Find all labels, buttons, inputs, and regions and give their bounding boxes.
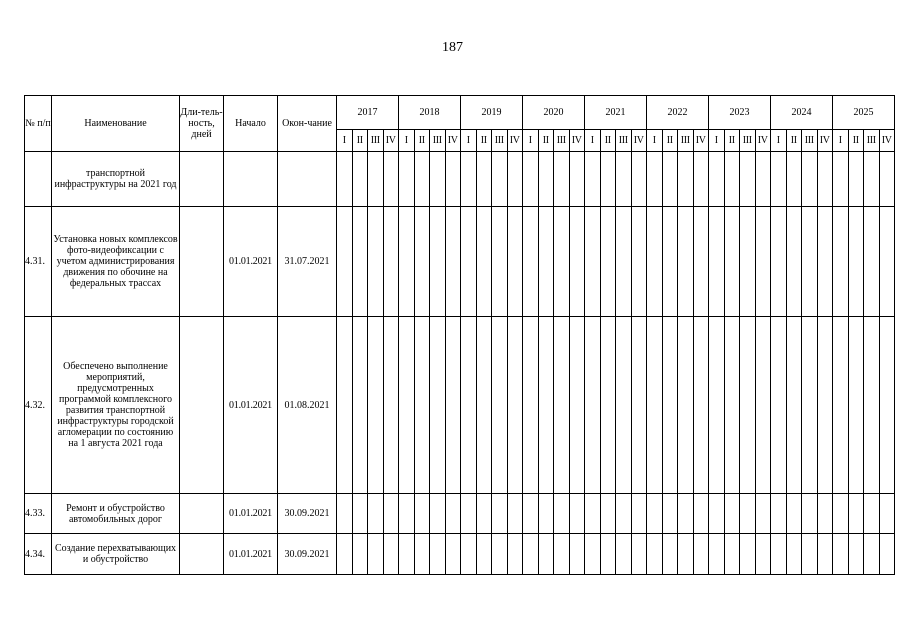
gantt-cell xyxy=(879,317,895,494)
gantt-cell xyxy=(864,317,880,494)
gantt-cell xyxy=(740,207,756,317)
quarter-header: IV xyxy=(569,130,585,152)
gantt-cell xyxy=(786,317,802,494)
gantt-cell xyxy=(879,207,895,317)
gantt-cell xyxy=(399,534,415,575)
gantt-cell xyxy=(786,534,802,575)
gantt-cell xyxy=(492,152,508,207)
quarter-header: III xyxy=(430,130,446,152)
gantt-cell xyxy=(600,494,616,534)
gantt-cell xyxy=(724,317,740,494)
quarter-header: IV xyxy=(693,130,709,152)
header-duration: Дли-тель-ность, дней xyxy=(180,96,224,152)
gantt-cell xyxy=(755,152,771,207)
row-end xyxy=(278,152,337,207)
quarter-header: II xyxy=(848,130,864,152)
gantt-cell xyxy=(755,317,771,494)
quarter-header: II xyxy=(786,130,802,152)
gantt-cell xyxy=(724,207,740,317)
gantt-cell xyxy=(569,152,585,207)
gantt-cell xyxy=(554,494,570,534)
gantt-cell xyxy=(693,207,709,317)
gantt-cell xyxy=(771,494,787,534)
quarter-header: II xyxy=(724,130,740,152)
gantt-cell xyxy=(492,534,508,575)
quarter-header: I xyxy=(523,130,539,152)
header-end: Окон-чание xyxy=(278,96,337,152)
header-num: № п/п xyxy=(25,96,52,152)
gantt-cell xyxy=(647,207,663,317)
row-name: Создание перехватывающих и обустройство xyxy=(52,534,180,575)
gantt-cell xyxy=(399,152,415,207)
row-end: 01.08.2021 xyxy=(278,317,337,494)
gantt-cell xyxy=(352,152,368,207)
table-row xyxy=(25,317,895,494)
gantt-cell xyxy=(461,317,477,494)
gantt-cell xyxy=(523,534,539,575)
gantt-cell xyxy=(383,152,399,207)
gantt-cell xyxy=(771,317,787,494)
gantt-cell xyxy=(879,494,895,534)
gantt-cell xyxy=(709,494,725,534)
gantt-cell xyxy=(631,207,647,317)
gantt-cell xyxy=(445,317,461,494)
quarter-header: I xyxy=(709,130,725,152)
gantt-cell xyxy=(507,534,523,575)
gantt-cell xyxy=(383,494,399,534)
year-header: 2024 xyxy=(771,96,833,130)
gantt-cell xyxy=(786,494,802,534)
quarter-header: II xyxy=(538,130,554,152)
gantt-cell xyxy=(771,207,787,317)
row-num: 4.31. xyxy=(25,207,52,317)
gantt-cell xyxy=(631,152,647,207)
row-name: транспортной инфраструктуры на 2021 год xyxy=(52,152,180,207)
gantt-cell xyxy=(352,207,368,317)
gantt-cell xyxy=(678,152,694,207)
gantt-cell xyxy=(833,317,849,494)
gantt-cell xyxy=(662,152,678,207)
gantt-cell xyxy=(678,317,694,494)
gantt-cell xyxy=(631,317,647,494)
gantt-cell xyxy=(492,207,508,317)
quarter-header: IV xyxy=(383,130,399,152)
quarter-header: I xyxy=(585,130,601,152)
row-start: 01.01.2021 xyxy=(224,317,278,494)
header-start: Начало xyxy=(224,96,278,152)
row-duration xyxy=(180,207,224,317)
quarter-header: I xyxy=(833,130,849,152)
gantt-cell xyxy=(879,534,895,575)
gantt-cell xyxy=(647,494,663,534)
gantt-cell xyxy=(554,152,570,207)
gantt-cell xyxy=(771,152,787,207)
gantt-cell xyxy=(445,152,461,207)
gantt-cell xyxy=(879,152,895,207)
gantt-cell xyxy=(817,534,833,575)
gantt-cell xyxy=(538,207,554,317)
gantt-cell xyxy=(383,534,399,575)
gantt-cell xyxy=(771,534,787,575)
gantt-cell xyxy=(476,152,492,207)
gantt-cell xyxy=(724,152,740,207)
gantt-cell xyxy=(740,534,756,575)
gantt-cell xyxy=(461,152,477,207)
gantt-cell xyxy=(554,207,570,317)
gantt-cell xyxy=(616,207,632,317)
gantt-cell xyxy=(693,152,709,207)
quarter-header: IV xyxy=(879,130,895,152)
gantt-cell xyxy=(864,534,880,575)
gantt-cell xyxy=(740,317,756,494)
row-duration xyxy=(180,494,224,534)
gantt-cell xyxy=(616,494,632,534)
row-num: 4.32. xyxy=(25,317,52,494)
quarter-header: III xyxy=(802,130,818,152)
gantt-cell xyxy=(662,534,678,575)
gantt-cell xyxy=(414,317,430,494)
row-duration xyxy=(180,152,224,207)
year-header: 2020 xyxy=(523,96,585,130)
gantt-cell xyxy=(678,534,694,575)
gantt-cell xyxy=(569,494,585,534)
gantt-cell xyxy=(693,494,709,534)
gantt-cell xyxy=(523,317,539,494)
gantt-cell xyxy=(833,207,849,317)
gantt-cell xyxy=(368,207,384,317)
gantt-cell xyxy=(848,152,864,207)
quarter-header: IV xyxy=(631,130,647,152)
gantt-cell xyxy=(585,317,601,494)
gantt-cell xyxy=(476,494,492,534)
gantt-cell xyxy=(755,494,771,534)
gantt-cell xyxy=(693,317,709,494)
quarter-header: I xyxy=(771,130,787,152)
gantt-cell xyxy=(600,317,616,494)
gantt-cell xyxy=(693,534,709,575)
gantt-cell xyxy=(337,494,353,534)
row-name: Ремонт и обустройство автомобильных дорог xyxy=(52,494,180,534)
table-row xyxy=(25,152,895,207)
year-header: 2022 xyxy=(647,96,709,130)
gantt-cell xyxy=(337,317,353,494)
gantt-cell xyxy=(802,207,818,317)
gantt-cell xyxy=(755,207,771,317)
row-end: 31.07.2021 xyxy=(278,207,337,317)
gantt-cell xyxy=(817,152,833,207)
gantt-cell xyxy=(368,494,384,534)
gantt-cell xyxy=(755,534,771,575)
gantt-cell xyxy=(507,317,523,494)
gantt-cell xyxy=(647,534,663,575)
gantt-cell xyxy=(724,494,740,534)
gantt-cell xyxy=(430,534,446,575)
gantt-cell xyxy=(461,207,477,317)
gantt-cell xyxy=(585,207,601,317)
gantt-cell xyxy=(833,152,849,207)
gantt-cell xyxy=(802,494,818,534)
year-header: 2023 xyxy=(709,96,771,130)
row-end: 30.09.2021 xyxy=(278,534,337,575)
gantt-cell xyxy=(709,317,725,494)
gantt-cell xyxy=(662,317,678,494)
gantt-cell xyxy=(833,534,849,575)
gantt-cell xyxy=(817,207,833,317)
gantt-cell xyxy=(445,207,461,317)
gantt-cell xyxy=(848,317,864,494)
gantt-cell xyxy=(352,317,368,494)
quarter-header: III xyxy=(740,130,756,152)
gantt-cell xyxy=(817,494,833,534)
gantt-cell xyxy=(337,207,353,317)
row-name: Обеспечено выполнение мероприятий, предусмотренных программой комплексного развития транспортной инфраструктуры городской агломерации по состоянию на 1 августа 2021 года xyxy=(52,317,180,494)
gantt-cell xyxy=(631,494,647,534)
header-name: Наименование xyxy=(52,96,180,152)
gantt-cell xyxy=(492,317,508,494)
gantt-cell xyxy=(399,207,415,317)
gantt-cell xyxy=(585,152,601,207)
quarter-header: III xyxy=(616,130,632,152)
gantt-cell xyxy=(817,317,833,494)
gantt-cell xyxy=(569,534,585,575)
gantt-cell xyxy=(631,534,647,575)
gantt-cell xyxy=(414,207,430,317)
gantt-cell xyxy=(461,494,477,534)
quarter-header: I xyxy=(647,130,663,152)
gantt-cell xyxy=(600,152,616,207)
gantt-cell xyxy=(802,152,818,207)
row-start: 01.01.2021 xyxy=(224,534,278,575)
quarter-header: III xyxy=(492,130,508,152)
quarter-header: II xyxy=(662,130,678,152)
gantt-cell xyxy=(848,494,864,534)
quarter-header: III xyxy=(554,130,570,152)
gantt-cell xyxy=(647,317,663,494)
gantt-cell xyxy=(368,152,384,207)
gantt-cell xyxy=(399,317,415,494)
row-start: 01.01.2021 xyxy=(224,494,278,534)
gantt-cell xyxy=(476,207,492,317)
gantt-cell xyxy=(848,207,864,317)
gantt-cell xyxy=(538,152,554,207)
row-start xyxy=(224,152,278,207)
row-end: 30.09.2021 xyxy=(278,494,337,534)
quarter-header: III xyxy=(864,130,880,152)
gantt-cell xyxy=(833,494,849,534)
gantt-cell xyxy=(523,494,539,534)
gantt-cell xyxy=(678,207,694,317)
schedule-table xyxy=(24,95,895,575)
page-number: 187 xyxy=(442,40,463,55)
gantt-cell xyxy=(461,534,477,575)
row-num: 4.33. xyxy=(25,494,52,534)
quarter-header: II xyxy=(352,130,368,152)
quarter-header: IV xyxy=(755,130,771,152)
gantt-cell xyxy=(337,152,353,207)
gantt-cell xyxy=(848,534,864,575)
row-num: 4.34. xyxy=(25,534,52,575)
gantt-cell xyxy=(616,152,632,207)
gantt-cell xyxy=(740,494,756,534)
quarter-header: IV xyxy=(445,130,461,152)
quarter-header: II xyxy=(600,130,616,152)
gantt-cell xyxy=(647,152,663,207)
gantt-cell xyxy=(507,152,523,207)
gantt-cell xyxy=(383,207,399,317)
gantt-cell xyxy=(445,494,461,534)
gantt-cell xyxy=(507,207,523,317)
gantt-cell xyxy=(724,534,740,575)
gantt-cell xyxy=(802,317,818,494)
gantt-cell xyxy=(414,152,430,207)
gantt-cell xyxy=(554,317,570,494)
quarter-header: II xyxy=(414,130,430,152)
gantt-cell xyxy=(554,534,570,575)
quarter-header: III xyxy=(368,130,384,152)
gantt-cell xyxy=(368,534,384,575)
gantt-cell xyxy=(802,534,818,575)
gantt-cell xyxy=(662,207,678,317)
gantt-cell xyxy=(399,494,415,534)
table-row xyxy=(25,534,895,575)
year-header: 2025 xyxy=(833,96,895,130)
gantt-cell xyxy=(352,534,368,575)
gantt-cell xyxy=(430,317,446,494)
gantt-cell xyxy=(740,152,756,207)
gantt-cell xyxy=(523,207,539,317)
row-start: 01.01.2021 xyxy=(224,207,278,317)
gantt-cell xyxy=(430,152,446,207)
gantt-cell xyxy=(538,317,554,494)
year-header: 2018 xyxy=(399,96,461,130)
year-header: 2017 xyxy=(337,96,399,130)
gantt-cell xyxy=(678,494,694,534)
gantt-cell xyxy=(709,534,725,575)
gantt-cell xyxy=(538,534,554,575)
gantt-cell xyxy=(864,494,880,534)
gantt-cell xyxy=(368,317,384,494)
gantt-cell xyxy=(476,317,492,494)
gantt-cell xyxy=(430,494,446,534)
row-num xyxy=(25,152,52,207)
gantt-cell xyxy=(445,534,461,575)
gantt-cell xyxy=(864,152,880,207)
gantt-cell xyxy=(538,494,554,534)
gantt-cell xyxy=(569,317,585,494)
quarter-header: IV xyxy=(507,130,523,152)
gantt-cell xyxy=(585,494,601,534)
gantt-cell xyxy=(616,317,632,494)
row-duration xyxy=(180,534,224,575)
quarter-header: III xyxy=(678,130,694,152)
quarter-header: I xyxy=(337,130,353,152)
gantt-cell xyxy=(600,534,616,575)
gantt-cell xyxy=(476,534,492,575)
gantt-cell xyxy=(864,207,880,317)
gantt-cell xyxy=(523,152,539,207)
gantt-cell xyxy=(662,494,678,534)
gantt-cell xyxy=(786,152,802,207)
quarter-header: I xyxy=(399,130,415,152)
gantt-cell xyxy=(414,494,430,534)
gantt-cell xyxy=(600,207,616,317)
gantt-cell xyxy=(414,534,430,575)
gantt-cell xyxy=(383,317,399,494)
year-header: 2019 xyxy=(461,96,523,130)
gantt-cell xyxy=(430,207,446,317)
quarter-header: IV xyxy=(817,130,833,152)
gantt-cell xyxy=(337,534,353,575)
gantt-cell xyxy=(492,494,508,534)
row-duration xyxy=(180,317,224,494)
gantt-cell xyxy=(709,152,725,207)
table-row xyxy=(25,207,895,317)
gantt-cell xyxy=(569,207,585,317)
year-header: 2021 xyxy=(585,96,647,130)
gantt-cell xyxy=(585,534,601,575)
gantt-cell xyxy=(786,207,802,317)
quarter-header: II xyxy=(476,130,492,152)
table-row xyxy=(25,494,895,534)
quarter-header: I xyxy=(461,130,477,152)
gantt-cell xyxy=(507,494,523,534)
row-name: Установка новых комплексов фото-видеофиксации с учетом администрирования движения по обочине на федеральных трассах xyxy=(52,207,180,317)
gantt-cell xyxy=(616,534,632,575)
gantt-cell xyxy=(709,207,725,317)
gantt-cell xyxy=(352,494,368,534)
